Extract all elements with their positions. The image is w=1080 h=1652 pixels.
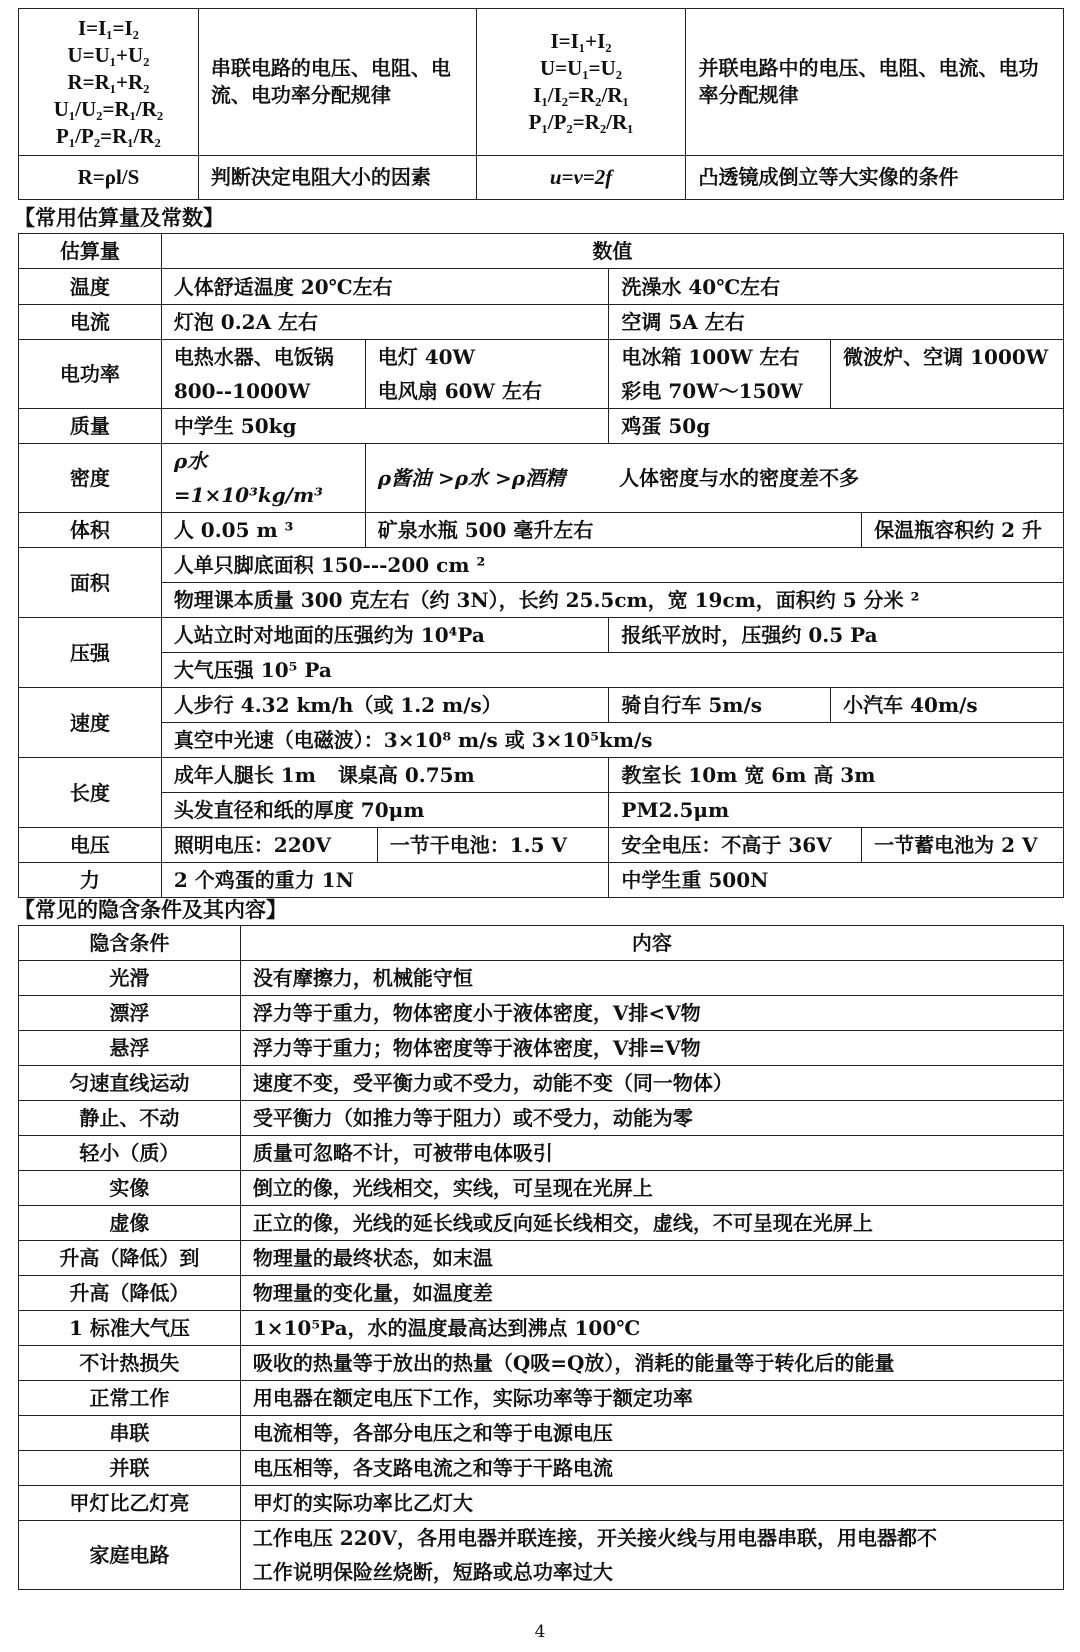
value-cell: 人 0.05 m ³	[161, 513, 365, 548]
value-cell: 人站立时对地面的压强约为 10⁴Pa	[161, 618, 609, 653]
estimates-table	[18, 233, 1064, 898]
value-cell: 洗澡水 40℃左右	[609, 269, 1064, 305]
value-cell	[161, 340, 365, 409]
row-label: 面积	[19, 548, 162, 618]
value-cell: 真空中光速（电磁波）：3×10⁸ m/s 或 3×10⁵km/s	[161, 723, 1063, 758]
row-label: 力	[19, 863, 162, 898]
value-cell: 微波炉、空调 1000W	[831, 340, 1064, 409]
formula-line: U=U₁+U₂	[67, 42, 150, 67]
content-cell: 物理量的变化量，如温度差	[240, 1276, 1063, 1311]
value-cell	[609, 340, 831, 409]
content-cell: 浮力等于重力，物体密度小于液体密度，V排<V物	[240, 996, 1063, 1031]
formula-line: P₁/P₂=R₁/R₂	[56, 123, 161, 148]
hidden-heading: 【常见的隐含条件及其内容】	[14, 898, 287, 922]
value-cell: 鸡蛋 50g	[609, 409, 1064, 444]
density-order: ρ酱油 >ρ水 >ρ酒精	[377, 466, 566, 490]
value-line: 电热水器、电饭锅	[173, 345, 334, 369]
col-cond-header: 隐含条件	[19, 926, 241, 961]
cond-cell: 轻小（质）	[19, 1136, 241, 1171]
value-cell	[365, 340, 609, 409]
parallel-desc: 并联电路中的电压、电阻、电流、电功率分配规律	[686, 9, 1064, 156]
content-line: 工作说明保险丝烧断，短路或总功率过大	[252, 1560, 613, 1584]
lens-desc: 凸透镜成倒立等大实像的条件	[686, 156, 1064, 200]
value-cell: 一节蓄电池为 2 V	[862, 828, 1064, 863]
formula-table	[18, 8, 1064, 200]
cond-cell: 家庭电路	[19, 1521, 241, 1590]
value-cell: 空调 5A 左右	[609, 305, 1064, 340]
row-label: 电流	[19, 305, 162, 340]
row-label: 密度	[19, 444, 162, 513]
value-cell: 人体舒适温度 20℃左右	[161, 269, 609, 305]
cond-cell: 串联	[19, 1416, 241, 1451]
cond-cell: 甲灯比乙灯亮	[19, 1486, 241, 1521]
cond-cell: 并联	[19, 1451, 241, 1486]
value-line: 彩电 70W～150W	[621, 379, 803, 403]
value-cell: 安全电压：不高于 36V	[609, 828, 862, 863]
value-cell: ρ水=1×10³kg/m³	[161, 444, 365, 513]
cond-cell: 升高（降低）到	[19, 1241, 241, 1276]
cond-cell: 1 标准大气压	[19, 1311, 241, 1346]
cond-cell: 升高（降低）	[19, 1276, 241, 1311]
content-cell: 用电器在额定电压下工作，实际功率等于额定功率	[240, 1381, 1063, 1416]
content-cell: 速度不变，受平衡力或不受力，动能不变（同一物体）	[240, 1066, 1063, 1101]
cond-cell: 虚像	[19, 1206, 241, 1241]
content-cell: 物理量的最终状态，如末温	[240, 1241, 1063, 1276]
value-part: 成年人腿长 1m	[173, 763, 316, 787]
cond-cell: 静止、不动	[19, 1101, 241, 1136]
value-line: 电风扇 60W 左右	[377, 379, 542, 403]
value-cell: 物理课本质量 300 克左右（约 3N），长约 25.5cm，宽 19cm，面积约 5 分米 ²	[161, 583, 1063, 618]
content-cell: 倒立的像，光线相交，实线，可呈现在光屏上	[240, 1171, 1063, 1206]
cond-cell: 悬浮	[19, 1031, 241, 1066]
density-note: 人体密度与水的密度差不多	[619, 466, 860, 490]
content-line: 工作电压 220V，各用电器并联连接，开关接火线与用电器串联，用电器都不	[252, 1526, 938, 1550]
value-cell: 人单只脚底面积 150---200 cm ²	[161, 548, 1063, 583]
formula-line: I₁/I₂=R₂/R₁	[533, 83, 629, 107]
cond-cell: 实像	[19, 1171, 241, 1206]
row-label: 长度	[19, 758, 162, 828]
content-cell: 甲灯的实际功率比乙灯大	[240, 1486, 1063, 1521]
formula-line: P₁/P₂=R₂/R₁	[528, 110, 634, 134]
value-cell	[365, 444, 1063, 513]
cond-cell: 正常工作	[19, 1381, 241, 1416]
value-cell: 骑自行车 5m/s	[609, 688, 831, 723]
row-label: 温度	[19, 269, 162, 305]
col-value-header: 数值	[161, 234, 1063, 269]
formula-line: I=I₁+I₂	[550, 29, 612, 53]
value-part: 课桌高 0.75m	[337, 763, 475, 787]
formula-line: U=U₁=U₂	[540, 56, 623, 80]
content-cell: 正立的像，光线的延长线或反向延长线相交，虚线，不可呈现在光屏上	[240, 1206, 1063, 1241]
lens-formula: u=v=2f	[476, 156, 686, 200]
content-cell: 1×10⁵Pa，水的温度最高达到沸点 100℃	[240, 1311, 1063, 1346]
content-cell	[240, 1521, 1063, 1590]
value-cell: 2 个鸡蛋的重力 1N	[161, 863, 609, 898]
value-cell: PM2.5μm	[609, 793, 1064, 828]
formula-line: I=I₁=I₂	[77, 15, 139, 40]
value-line: 800--1000W	[173, 379, 311, 403]
value-cell: 大气压强 10⁵ Pa	[161, 653, 1063, 688]
content-cell: 受平衡力（如推力等于阻力）或不受力，动能为零	[240, 1101, 1063, 1136]
row-label: 压强	[19, 618, 162, 688]
content-cell: 电压相等，各支路电流之和等于干路电流	[240, 1451, 1063, 1486]
value-cell: 一节干电池：1.5 V	[377, 828, 609, 863]
value-cell: 保温瓶容积约 2 升	[862, 513, 1064, 548]
page-number: 4	[534, 1622, 546, 1642]
cond-cell: 漂浮	[19, 996, 241, 1031]
value-cell: 灯泡 0.2A 左右	[161, 305, 609, 340]
resistance-formula: R=ρl/S	[19, 156, 199, 200]
row-label: 质量	[19, 409, 162, 444]
series-desc: 串联电路的电压、电阻、电流、电功率分配规律	[198, 9, 476, 156]
row-label: 体积	[19, 513, 162, 548]
row-label: 电压	[19, 828, 162, 863]
cond-cell: 光滑	[19, 961, 241, 996]
value-cell: 照明电压：220V	[161, 828, 377, 863]
value-line: 电灯 40W	[377, 345, 476, 369]
hidden-conditions-table	[18, 925, 1064, 1590]
value-cell: 矿泉水瓶 500 毫升左右	[365, 513, 861, 548]
content-cell: 没有摩擦力，机械能守恒	[240, 961, 1063, 996]
parallel-formula-cell	[476, 9, 686, 156]
value-cell: 中学生 50kg	[161, 409, 609, 444]
content-cell: 吸收的热量等于放出的热量（Q吸=Q放），消耗的能量等于转化后的能量	[240, 1346, 1063, 1381]
estimates-heading: 【常用估算量及常数】	[14, 206, 224, 230]
value-cell: 小汽车 40m/s	[831, 688, 1064, 723]
col-item-header: 估算量	[19, 234, 162, 269]
content-cell: 浮力等于重力；物体密度等于液体密度，V排=V物	[240, 1031, 1063, 1066]
row-label: 速度	[19, 688, 162, 758]
cond-cell: 匀速直线运动	[19, 1066, 241, 1101]
value-cell	[161, 758, 609, 793]
resistance-desc: 判断决定电阻大小的因素	[198, 156, 476, 200]
row-label: 电功率	[19, 340, 162, 409]
formula-line: R=R₁+R₂	[67, 69, 150, 94]
col-content-header: 内容	[240, 926, 1063, 961]
value-cell: 报纸平放时，压强约 0.5 Pa	[609, 618, 1064, 653]
value-cell: 人步行 4.32 km/h（或 1.2 m/s）	[161, 688, 609, 723]
formula-line: U₁/U₂=R₁/R₂	[53, 96, 164, 121]
content-cell: 质量可忽略不计，可被带电体吸引	[240, 1136, 1063, 1171]
value-line: 电冰箱 100W 左右	[621, 345, 800, 369]
value-cell: 中学生重 500N	[609, 863, 1064, 898]
series-formula-cell	[19, 9, 199, 156]
value-cell: 头发直径和纸的厚度 70μm	[161, 793, 609, 828]
value-cell: 教室长 10m 宽 6m 高 3m	[609, 758, 1064, 793]
cond-cell: 不计热损失	[19, 1346, 241, 1381]
content-cell: 电流相等，各部分电压之和等于电源电压	[240, 1416, 1063, 1451]
